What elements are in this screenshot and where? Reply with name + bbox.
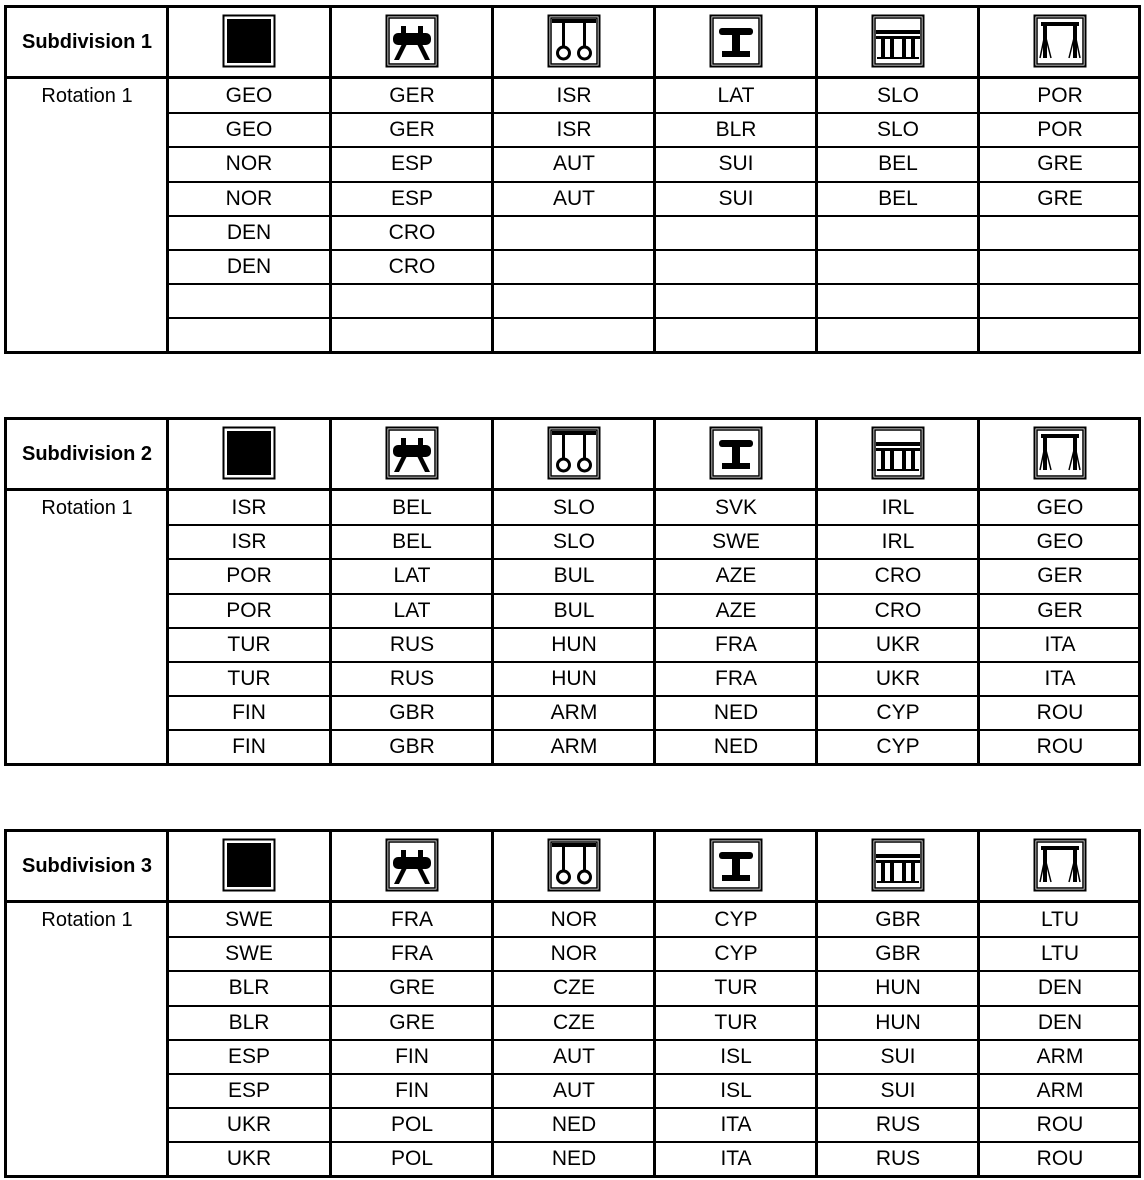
team-cell: GEO [1036, 496, 1084, 519]
team-cell: DEN [1037, 1010, 1083, 1034]
parallel-bars-icon [871, 14, 925, 68]
team-cell [656, 216, 816, 250]
team-cell: CYP [876, 701, 920, 725]
team-cell: RUS [389, 667, 435, 690]
team-cell: GEO [1036, 530, 1084, 554]
team-cell: POR [226, 564, 272, 588]
header-row [7, 8, 1138, 79]
subdivision-2-table [4, 417, 1141, 766]
team-cell: GER [1037, 564, 1083, 588]
rotation-body [7, 491, 1138, 763]
team-cell: HUN [551, 632, 597, 656]
team-cell: CRO [874, 598, 922, 622]
column-divider [653, 8, 656, 76]
team-cell: NED [713, 701, 759, 725]
team-cell: SLO [552, 496, 596, 519]
rings-icon [547, 14, 601, 68]
team-cell: GER [389, 84, 435, 107]
team-cell: LTU [1040, 942, 1080, 966]
team-cell [169, 318, 329, 352]
column-divider [166, 832, 169, 900]
team-cell: UKR [226, 1147, 272, 1171]
team-cell: ROU [1036, 1147, 1084, 1171]
header-row [7, 420, 1138, 491]
team-cell: GER [389, 118, 435, 142]
team-cell: BLR [228, 976, 270, 1000]
team-cell: CYP [714, 942, 758, 966]
column-divider [977, 420, 980, 488]
team-cell: BEL [878, 152, 918, 176]
team-cell [818, 216, 978, 250]
team-cell: AUT [553, 1079, 595, 1102]
team-cell: ROU [1036, 1113, 1084, 1137]
column-divider [166, 420, 169, 488]
team-cell: BEL [392, 496, 432, 519]
team-cell: ARM [550, 735, 598, 759]
rotation-label: Rotation 1 [41, 497, 133, 519]
team-cell: GRE [1037, 152, 1083, 176]
column-divider [166, 8, 169, 76]
column-divider [815, 832, 818, 900]
team-cell: POL [390, 1113, 434, 1137]
team-cell: SWE [225, 908, 273, 931]
team-cell: GBR [389, 735, 435, 759]
column-divider [329, 8, 332, 76]
column-divider [815, 420, 818, 488]
team-cell: ESP [227, 1044, 271, 1068]
column-divider [329, 832, 332, 900]
team-cell: GBR [389, 701, 435, 725]
team-cell: RUS [875, 1147, 921, 1171]
rotation-body [7, 903, 1138, 1175]
team-cell: NED [551, 1113, 597, 1137]
team-cell: ISR [556, 84, 592, 107]
team-cell: GEO [225, 84, 273, 107]
team-cell: UKR [226, 1113, 272, 1137]
team-cell: AUT [553, 186, 595, 210]
team-cell [818, 250, 978, 284]
team-cell: GRE [389, 976, 435, 1000]
team-cell: ITA [1044, 632, 1076, 656]
team-cell: CYP [876, 735, 920, 759]
subdivision-title: Subdivision 2 [21, 442, 153, 465]
team-cell: NOR [550, 942, 598, 966]
team-cell: ROU [1036, 735, 1084, 759]
column-divider [491, 832, 494, 900]
team-cell: GEO [225, 118, 273, 142]
team-cell: HUN [551, 667, 597, 690]
team-cell: GBR [875, 942, 921, 966]
team-cell: GRE [1037, 186, 1083, 210]
team-cell: RUS [389, 632, 435, 656]
column-divider [653, 832, 656, 900]
column-divider [491, 420, 494, 488]
team-cell: POR [1037, 118, 1083, 142]
team-cell [980, 250, 1140, 284]
team-cell: FRA [391, 942, 433, 966]
column-divider [977, 8, 980, 76]
team-cell: HUN [875, 976, 921, 1000]
parallel-bars-icon [871, 838, 925, 892]
team-cell: SLO [876, 118, 920, 142]
team-cell: ARM [1036, 1044, 1084, 1068]
team-cell: NOR [225, 152, 273, 176]
rings-icon [547, 838, 601, 892]
pommel-horse-icon [385, 838, 439, 892]
team-cell: FRA [715, 667, 757, 690]
team-cell: DEN [226, 255, 272, 278]
team-cell [494, 318, 654, 352]
team-cell: BLR [228, 1010, 270, 1034]
team-cell: IRL [881, 530, 915, 554]
team-cell: LAT [393, 598, 431, 622]
team-cell: NED [713, 735, 759, 759]
team-cell: CZE [553, 1010, 595, 1034]
floor-icon [222, 14, 276, 68]
team-cell [332, 318, 492, 352]
team-cell: DEN [1037, 976, 1083, 1000]
team-cell: CRO [388, 255, 436, 278]
team-cell: AUT [553, 1044, 595, 1068]
column-divider [329, 420, 332, 488]
team-cell: LAT [393, 564, 431, 588]
rotation-body [7, 79, 1138, 351]
team-cell: SLO [552, 530, 596, 554]
team-cell: AUT [553, 152, 595, 176]
team-cell: BEL [878, 186, 918, 210]
vault-icon [709, 838, 763, 892]
vault-icon [709, 426, 763, 480]
team-cell: HUN [875, 1010, 921, 1034]
team-cell [818, 318, 978, 352]
team-cell: BUL [553, 598, 595, 622]
rotation-label: Rotation 1 [41, 85, 133, 107]
team-cell [980, 284, 1140, 318]
team-cell: ESP [390, 186, 434, 210]
column-divider [491, 8, 494, 76]
team-cell: ESP [227, 1079, 271, 1102]
team-cell: GRE [389, 1010, 435, 1034]
subdivision-1-table [4, 5, 1141, 354]
team-cell: RUS [875, 1113, 921, 1137]
team-cell: FIN [395, 1044, 429, 1068]
team-cell [494, 284, 654, 318]
team-cell: SUI [880, 1079, 916, 1102]
team-cell: AZE [715, 598, 757, 622]
pommel-horse-icon [385, 426, 439, 480]
team-cell: NOR [225, 186, 273, 210]
subdivision-3-table [4, 829, 1141, 1178]
team-cell: FRA [715, 632, 757, 656]
team-cell: POR [1037, 84, 1083, 107]
team-cell: ITA [1044, 667, 1076, 690]
subdivision-title: Subdivision 3 [21, 854, 153, 877]
high-bar-icon [1033, 426, 1087, 480]
parallel-bars-icon [871, 426, 925, 480]
team-cell: ITA [720, 1113, 752, 1137]
team-cell: BLR [715, 118, 757, 142]
team-cell: BEL [392, 530, 432, 554]
floor-icon [222, 838, 276, 892]
team-cell: NED [551, 1147, 597, 1171]
team-cell: IRL [881, 496, 915, 519]
rotation-label: Rotation 1 [41, 909, 133, 931]
team-cell: ISR [231, 530, 267, 554]
high-bar-icon [1033, 838, 1087, 892]
team-cell: CRO [388, 220, 436, 244]
team-cell [494, 216, 654, 250]
team-cell [818, 284, 978, 318]
team-cell: GER [1037, 598, 1083, 622]
column-divider [977, 832, 980, 900]
team-cell: FRA [391, 908, 433, 931]
team-cell: AZE [715, 564, 757, 588]
subdivision-title: Subdivision 1 [21, 30, 153, 53]
team-cell: SWE [712, 530, 760, 554]
team-cell: TUR [227, 632, 271, 656]
team-cell: FIN [232, 701, 266, 725]
team-cell: CZE [553, 976, 595, 1000]
team-cell: ITA [720, 1147, 752, 1171]
team-cell: SVK [714, 496, 758, 519]
team-cell [332, 284, 492, 318]
column-divider [815, 8, 818, 76]
team-cell: ISL [720, 1079, 752, 1102]
team-cell [980, 216, 1140, 250]
team-cell: ISR [556, 118, 592, 142]
team-cell: UKR [875, 667, 921, 690]
team-cell [656, 284, 816, 318]
pommel-horse-icon [385, 14, 439, 68]
team-cell: CRO [874, 564, 922, 588]
team-cell: NOR [550, 908, 598, 931]
team-cell: ARM [1036, 1079, 1084, 1102]
team-cell [656, 318, 816, 352]
team-cell: TUR [714, 976, 758, 1000]
team-cell: ARM [550, 701, 598, 725]
team-cell: SWE [225, 942, 273, 966]
team-cell: FIN [232, 735, 266, 759]
team-cell: ISL [720, 1044, 752, 1068]
team-cell: POL [390, 1147, 434, 1171]
team-cell: CYP [714, 908, 758, 931]
floor-icon [222, 426, 276, 480]
header-row [7, 832, 1138, 903]
team-cell: ROU [1036, 701, 1084, 725]
team-cell: SLO [876, 84, 920, 107]
team-cell: TUR [714, 1010, 758, 1034]
team-cell: SUI [718, 152, 754, 176]
team-cell: DEN [226, 220, 272, 244]
vault-icon [709, 14, 763, 68]
team-cell: ISR [231, 496, 267, 519]
team-cell: POR [226, 598, 272, 622]
team-cell: UKR [875, 632, 921, 656]
high-bar-icon [1033, 14, 1087, 68]
team-cell: FIN [395, 1079, 429, 1102]
team-cell: SUI [718, 186, 754, 210]
team-cell [169, 284, 329, 318]
team-cell: SUI [880, 1044, 916, 1068]
team-cell: ESP [390, 152, 434, 176]
team-cell: BUL [553, 564, 595, 588]
team-cell [980, 318, 1140, 352]
team-cell [656, 250, 816, 284]
column-divider [653, 420, 656, 488]
team-cell: TUR [227, 667, 271, 690]
team-cell: LAT [717, 84, 755, 107]
rings-icon [547, 426, 601, 480]
team-cell: LTU [1040, 908, 1080, 931]
team-cell: GBR [875, 908, 921, 931]
team-cell [494, 250, 654, 284]
